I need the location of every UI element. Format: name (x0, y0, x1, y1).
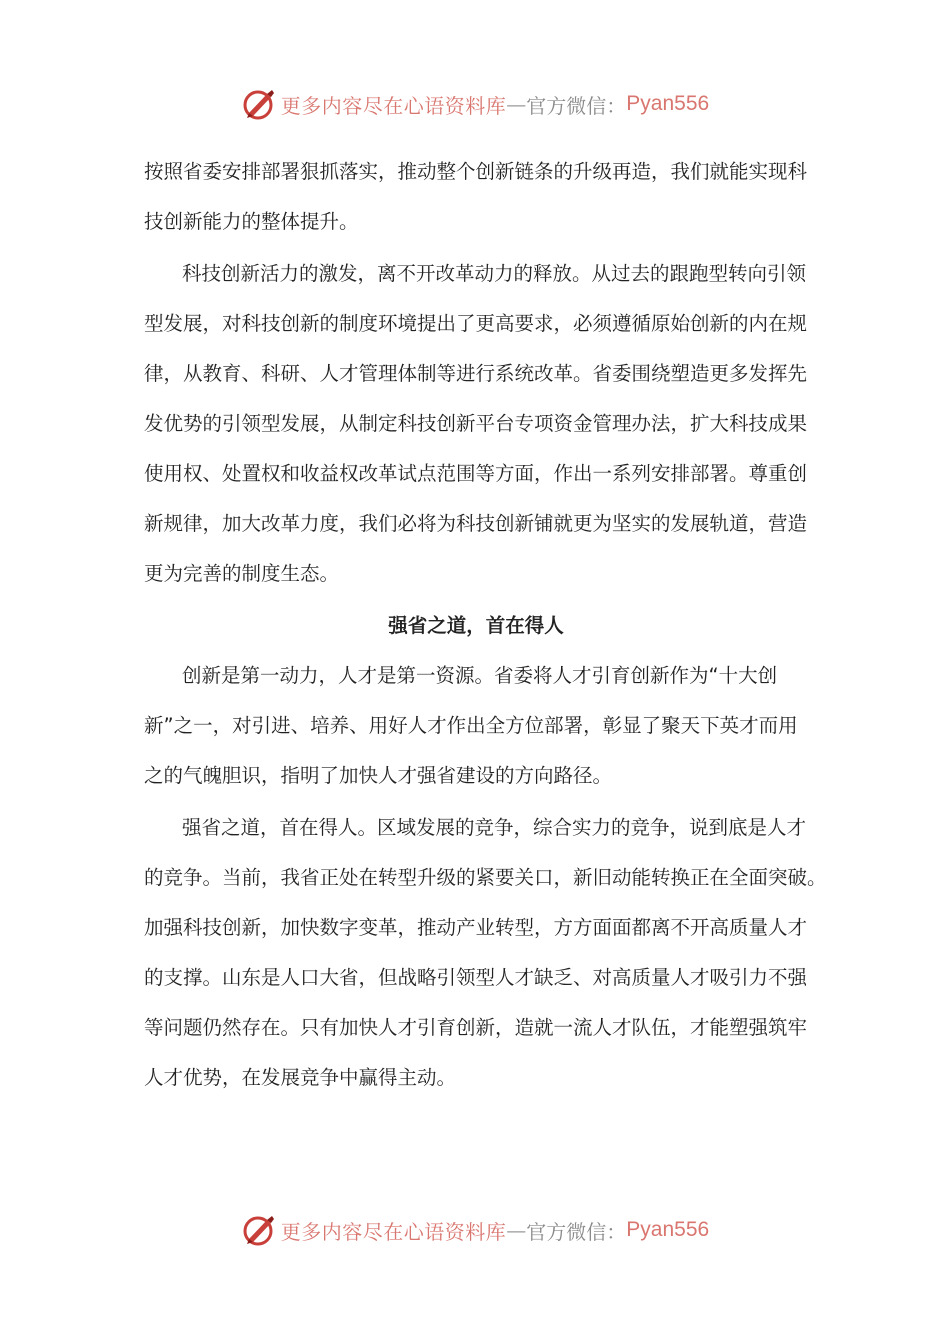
text-line: 发优势的引领型发展，从制定科技创新平台专项资金管理办法，扩大科技成果 (144, 412, 808, 435)
document-body (144, 147, 827, 1103)
footer-banner (0, 1208, 950, 1252)
banner-separator: — (506, 92, 527, 116)
text-line: 等问题仍然存在。只有加快人才引育创新，造就一流人才队伍，才能塑强筑牢 (144, 1016, 808, 1039)
text-line: 技创新能力的整体提升。 (144, 210, 359, 233)
banner-title: 更多内容尽在心语资料库 (280, 93, 507, 118)
text-line: 的支撑。山东是人口大省，但战略引领型人才缺乏、对高质量人才吸引力不强 (144, 966, 808, 989)
banner-wechat-id: Pyan556 (626, 1218, 710, 1241)
banner-wechat-id: Pyan556 (626, 92, 710, 115)
section-heading: 强省之道，首在得人 (388, 614, 564, 637)
banner-wechat-label: 官方微信： (526, 1219, 627, 1244)
text-line: 强省之道，首在得人。区域发展的竞争，综合实力的竞争，说到底是人才 (182, 816, 807, 839)
text-line: 科技创新活力的激发，离不开改革动力的释放。从过去的跟跑型转向引领 (182, 262, 807, 285)
paragraph (144, 249, 808, 599)
paragraph (144, 651, 808, 801)
text-line: 更为完善的制度生态。 (144, 562, 340, 585)
text-line: 新”之一，对引进、培养、用好人才作出全方位部署，彰显了聚天下英才而用 (144, 714, 798, 737)
header-banner (0, 82, 950, 126)
text-line: 之的气魄胆识，指明了加快人才强省建设的方向路径。 (144, 764, 613, 787)
text-line: 使用权、处置权和收益权改革试点范围等方面，作出一系列安排部署。尊重创 (144, 462, 808, 485)
paragraph (144, 147, 808, 247)
banner-wechat-label: 官方微信： (526, 93, 627, 118)
text-line: 创新是第一动力，人才是第一资源。省委将人才引育创新作为“十大创 (182, 664, 778, 687)
pen-logo-icon (241, 86, 277, 122)
text-line: 律，从教育、科研、人才管理体制等进行系统改革。省委围绕塑造更多发挥先 (144, 362, 808, 385)
text-line: 加强科技创新，加快数字变革，推动产业转型，方方面面都离不开高质量人才 (144, 916, 808, 939)
text-line: 的竞争。当前，我省正处在转型升级的紧要关口，新旧动能转换正在全面突破。 (144, 866, 827, 889)
banner-separator: — (506, 1218, 527, 1242)
paragraph (144, 803, 827, 1103)
text-line: 按照省委安排部署狠抓落实，推动整个创新链条的升级再造，我们就能实现科 (144, 160, 808, 183)
pen-logo-icon (241, 1212, 277, 1248)
text-line: 人才优势，在发展竞争中赢得主动。 (144, 1066, 457, 1089)
text-line: 型发展，对科技创新的制度环境提出了更高要求，必须遵循原始创新的内在规 (144, 312, 808, 335)
text-line: 新规律，加大改革力度，我们必将为科技创新铺就更为坚实的发展轨道，营造 (144, 512, 808, 535)
banner-title: 更多内容尽在心语资料库 (280, 1219, 507, 1244)
